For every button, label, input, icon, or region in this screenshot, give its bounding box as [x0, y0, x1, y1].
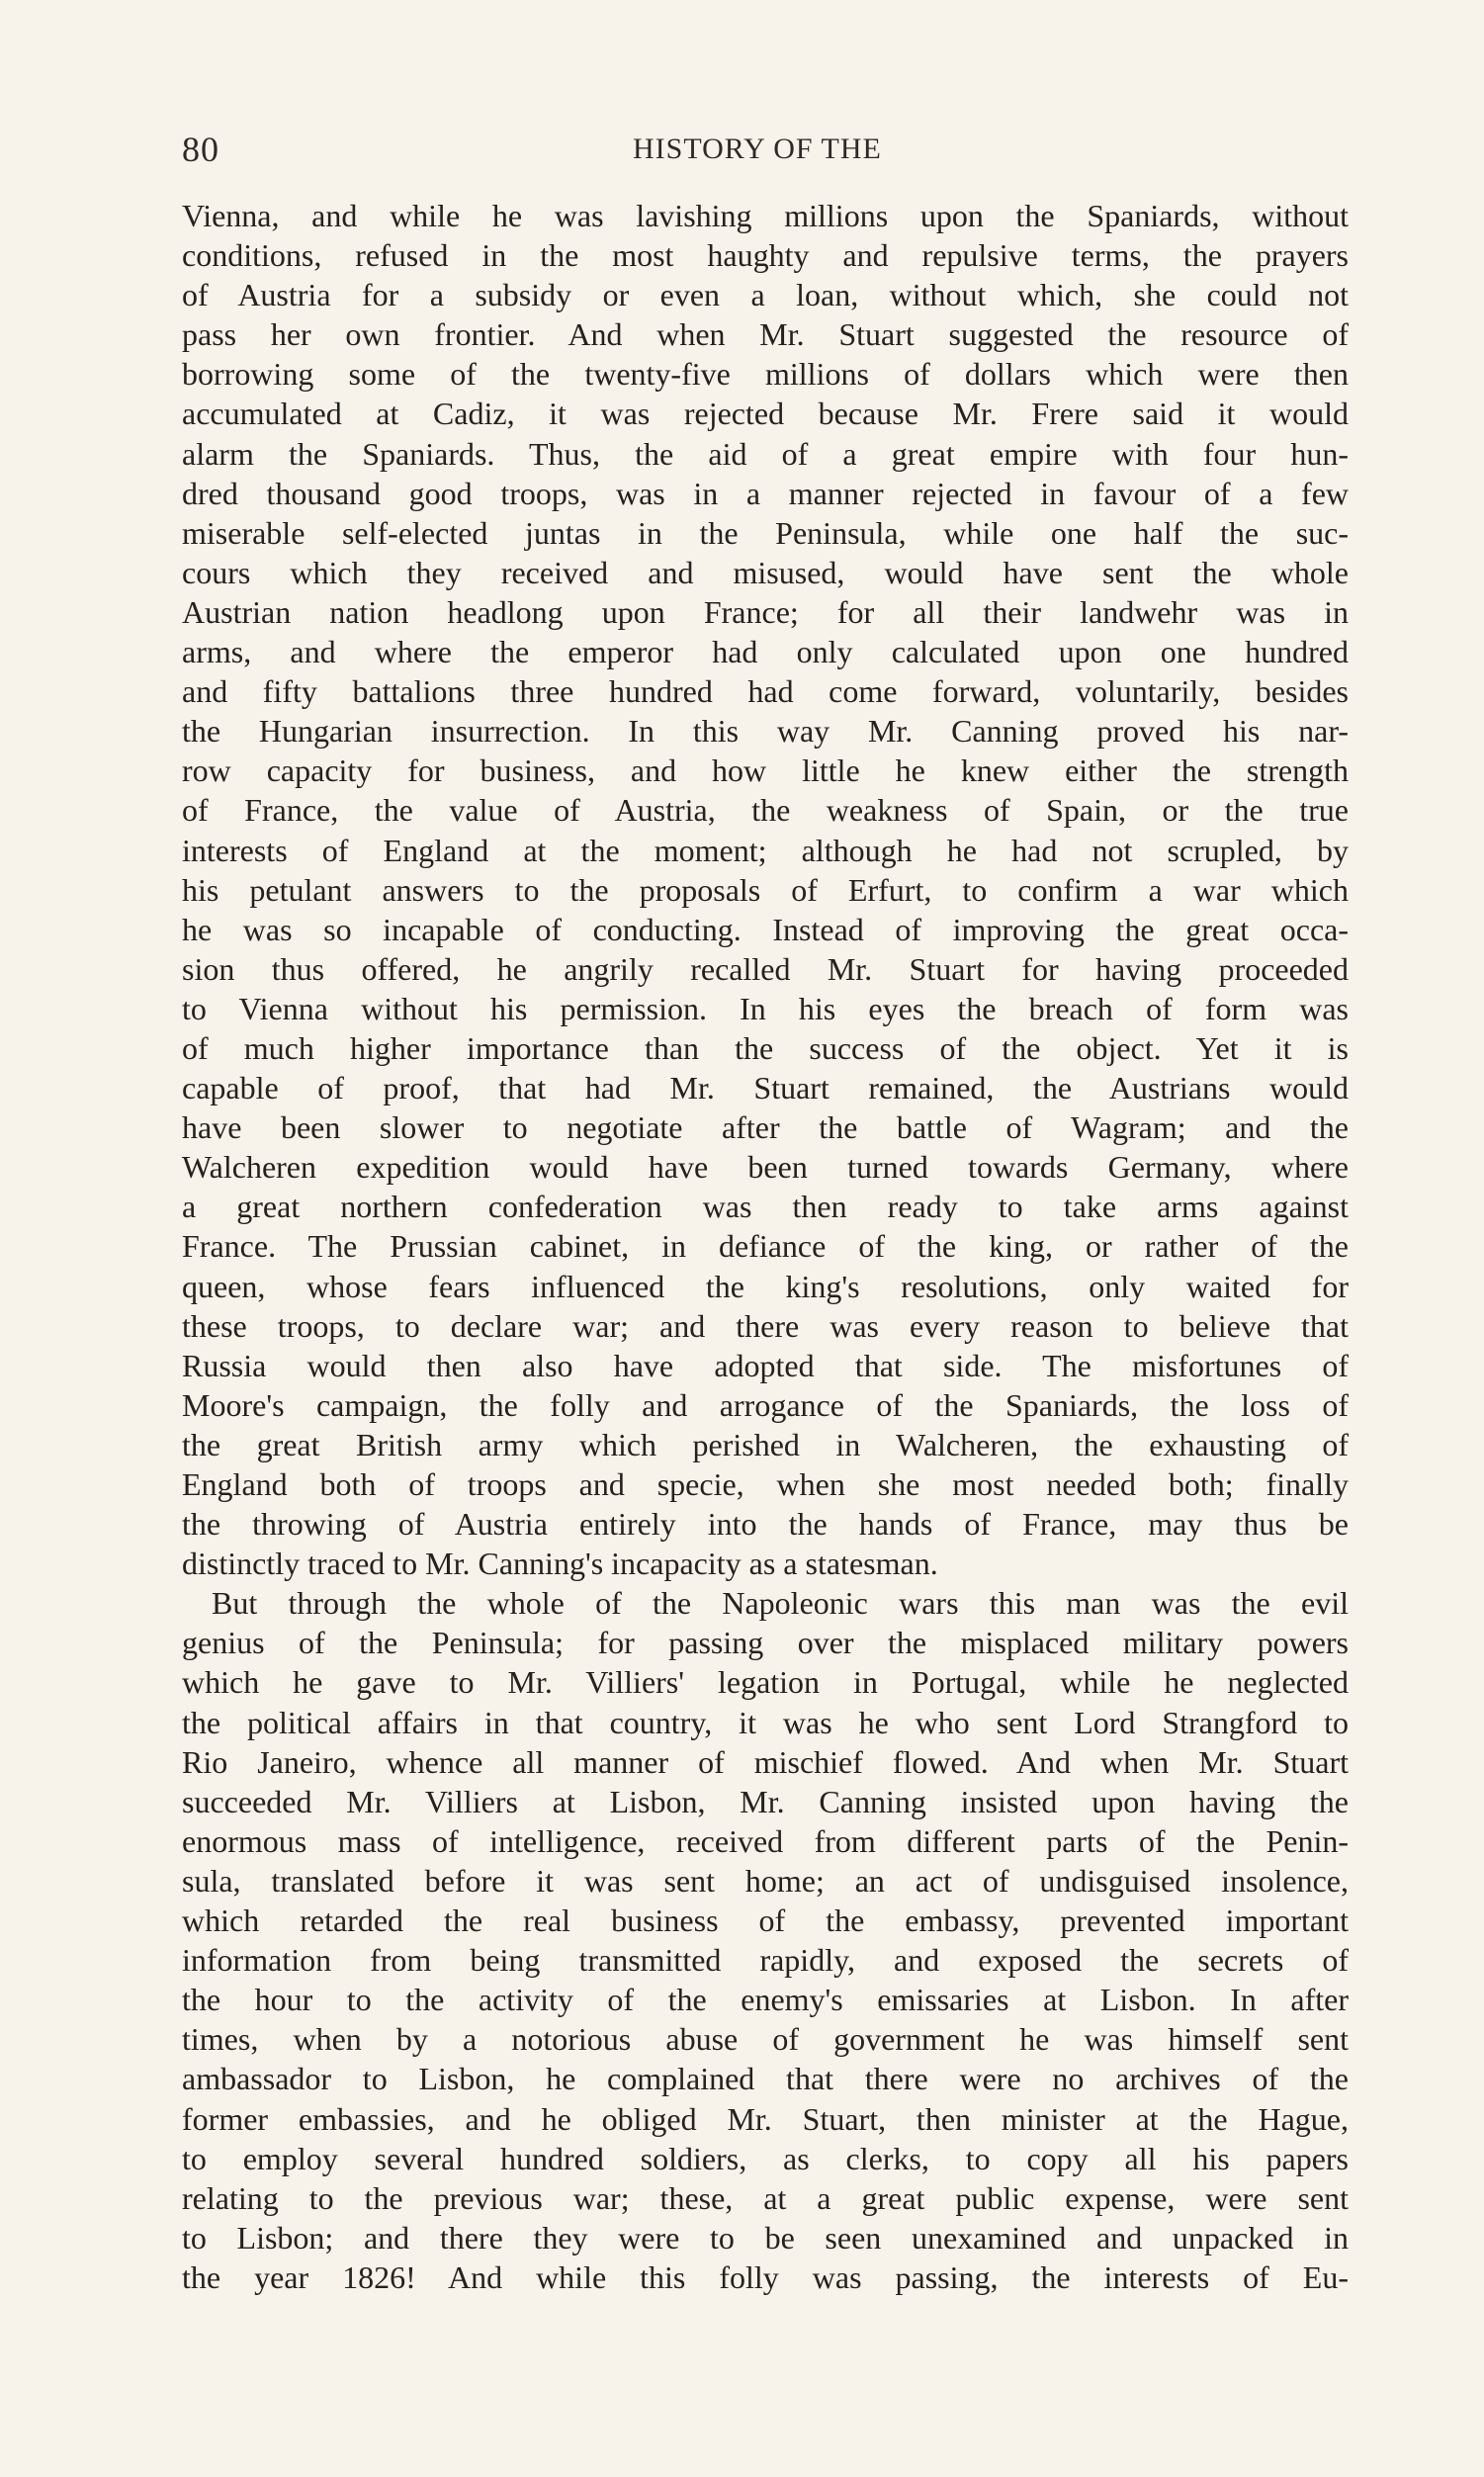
text-line: conditions, refused in the most haughty and repulsive terms, the prayers — [182, 237, 1349, 274]
text-line: to Lisbon; and there they were to be seen unexamined and unpacked in — [182, 2219, 1349, 2256]
text-line: the hour to the activity of the enemy's emissaries at Lisbon. In after — [182, 1982, 1349, 2018]
text-line: have been slower to negotiate after the battle of Wagram; and the — [182, 1109, 1349, 1146]
text-line: row capacity for business, and how little he knew either the strength — [182, 752, 1349, 789]
text-line: his petulant answers to the proposals of Erfurt, to confirm a war which — [182, 871, 1349, 908]
text-line: England both of troops and specie, when she most needed both; finally — [182, 1466, 1349, 1502]
text-line: miserable self-elected juntas in the Peninsula, while one half the suc- — [182, 514, 1349, 551]
text-line: Russia would then also have adopted that side. The misfortunes of — [182, 1347, 1349, 1383]
text-line: these troops, to declare war; and there was every reason to believe that — [182, 1307, 1349, 1344]
text-line: of much higher importance than the success of the object. Yet it is — [182, 1029, 1349, 1066]
text-line: genius of the Peninsula; for passing over the misplaced military powers — [182, 1625, 1349, 1661]
text-line: succeeded Mr. Villiers at Lisbon, Mr. Canning insisted upon having the — [182, 1783, 1349, 1819]
text-line: accumulated at Cadiz, it was rejected because Mr. Frere said it would — [182, 396, 1349, 432]
body-text — [182, 196, 1349, 2297]
text-line: times, when by a notorious abuse of government he was himself sent — [182, 2021, 1349, 2058]
text-line: cours which they received and misused, would have sent the whole — [182, 554, 1349, 590]
text-line: alarm the Spaniards. Thus, the aid of a great empire with four hun- — [182, 435, 1349, 472]
text-line: the Hungarian insurrection. In this way Mr. Canning proved his nar- — [182, 713, 1349, 750]
text-line: of France, the value of Austria, the weakness of Spain, or the true — [182, 792, 1349, 829]
text-line: queen, whose fears influenced the king's resolutions, only waited for — [182, 1268, 1349, 1304]
text-line: and fifty battalions three hundred had come forward, voluntarily, besides — [182, 673, 1349, 710]
text-line: borrowing some of the twenty-five millions of dollars which were then — [182, 356, 1349, 393]
text-line: France. The Prussian cabinet, in defiance of the king, or rather of the — [182, 1228, 1349, 1265]
text-line: the year 1826! And while this folly was passing, the interests of Eu- — [182, 2258, 1349, 2295]
text-line: the great British army which perished in Walcheren, the exhausting of — [182, 1426, 1349, 1462]
text-line: Vienna, and while he was lavishing millions upon the Spaniards, without — [182, 198, 1349, 233]
text-line: sula, translated before it was sent home; an act of undisguised insolence, — [182, 1862, 1349, 1899]
text-line: Rio Janeiro, whence all manner of mischief flowed. And when Mr. Stuart — [182, 1743, 1349, 1780]
text-line: Austrian nation headlong upon France; for all their landwehr was in — [182, 593, 1349, 630]
text-line: dred thousand good troops, was in a manner rejected in favour of a few — [182, 475, 1349, 511]
text-line: which he gave to Mr. Villiers' legation in Portugal, while he neglected — [182, 1664, 1349, 1701]
text-line: which retarded the real business of the embassy, prevented important — [182, 1902, 1349, 1939]
text-line: former embassies, and he obliged Mr. Stuart, then minister at the Hague, — [182, 2100, 1349, 2137]
text-line: relating to the previous war; these, at a great public expense, were sent — [182, 2179, 1349, 2216]
text-line: the political affairs in that country, it was he who sent Lord Strangford to — [182, 1704, 1349, 1740]
text-line: sion thus offered, he angrily recalled Mr. Stuart for having proceeded — [182, 950, 1349, 987]
text-line: information from being transmitted rapidly, and exposed the secrets of — [182, 1942, 1349, 1979]
page-number: 80 — [182, 130, 219, 169]
text-line: capable of proof, that had Mr. Stuart remained, the Austrians would — [182, 1070, 1349, 1106]
text-line: to employ several hundred soldiers, as clerks, to copy all his papers — [182, 2140, 1349, 2176]
running-head: HISTORY OF THE — [633, 133, 882, 165]
text-line: ambassador to Lisbon, he complained that there were no archives of the — [182, 2061, 1349, 2097]
text-line: But through the whole of the Napoleonic wars this man was the evil — [212, 1585, 1349, 1622]
text-line: of Austria for a subsidy or even a loan, without which, she could not — [182, 277, 1349, 313]
text-line: Moore's campaign, the folly and arrogance of the Spaniards, the loss of — [182, 1386, 1349, 1423]
text-line: he was so incapable of conducting. Instead of improving the great occa- — [182, 911, 1349, 947]
text-line: interests of England at the moment; although he had not scrupled, by — [182, 832, 1349, 868]
text-line: the throwing of Austria entirely into the hands of France, may thus be — [182, 1506, 1349, 1543]
text-line: arms, and where the emperor had only calculated upon one hundred — [182, 634, 1349, 670]
page-header — [0, 127, 1484, 186]
text-line: distinctly traced to Mr. Canning's incapacity as a statesman. — [182, 1546, 938, 1582]
text-line: enormous mass of intelligence, received from different parts of the Penin- — [182, 1822, 1349, 1859]
text-line: to Vienna without his permission. In his eyes the breach of form was — [182, 990, 1349, 1026]
text-line: a great northern confederation was then ready to take arms against — [182, 1189, 1349, 1225]
text-line: Walcheren expedition would have been turned towards Germany, where — [182, 1149, 1349, 1186]
text-line: pass her own frontier. And when Mr. Stuart suggested the resource of — [182, 316, 1349, 353]
